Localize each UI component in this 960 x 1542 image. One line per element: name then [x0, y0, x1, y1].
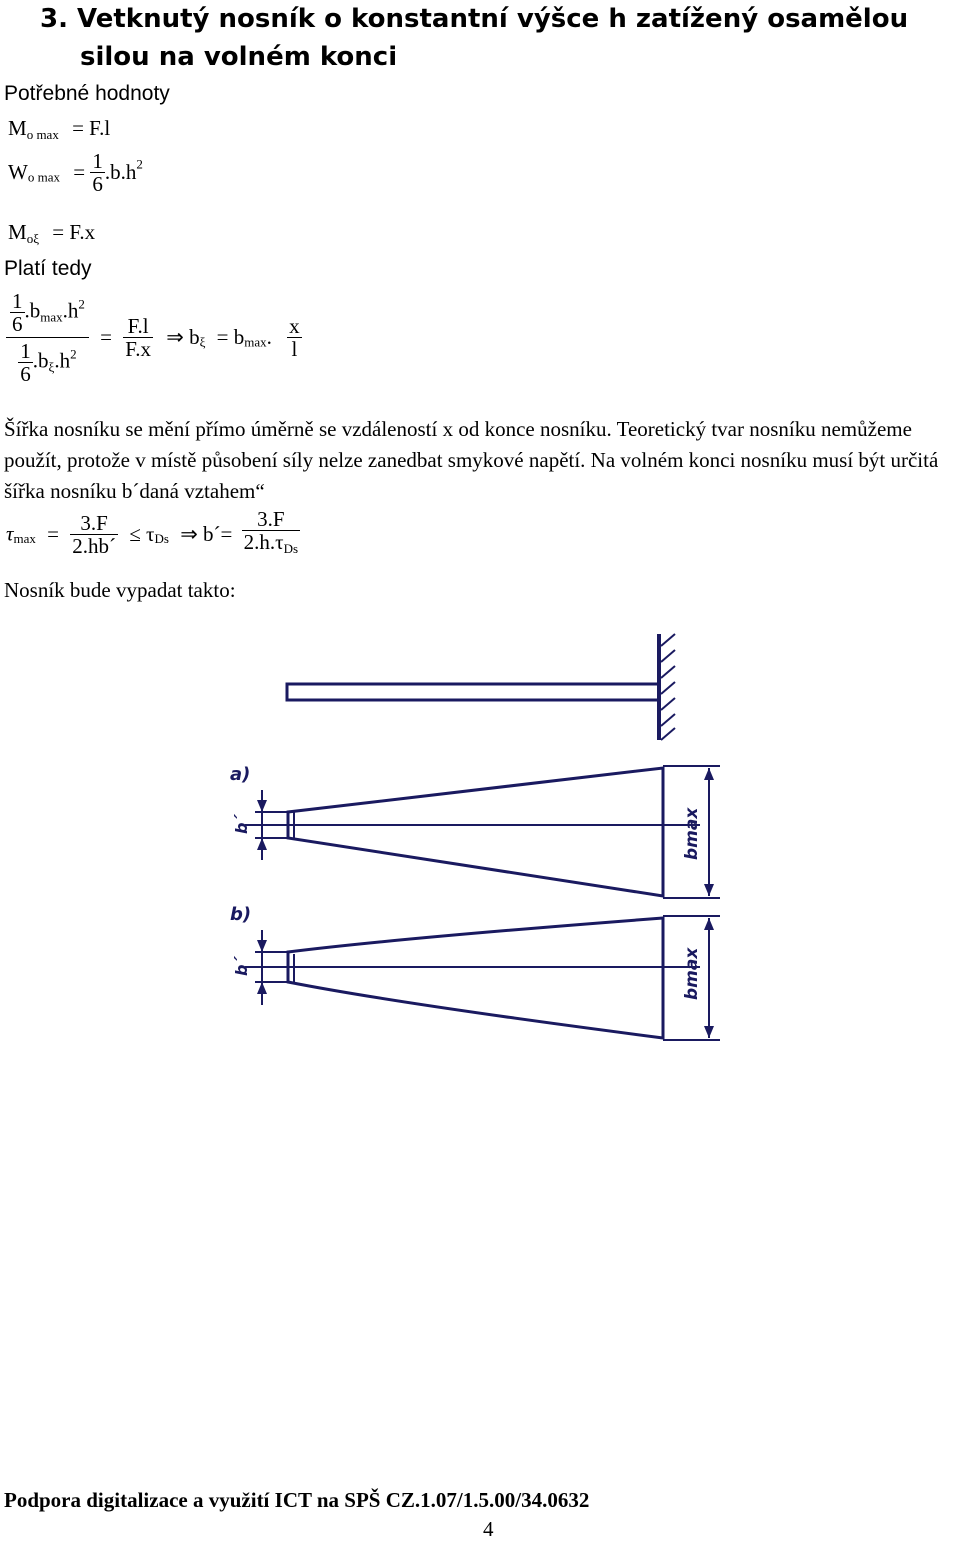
wall-hatching [661, 634, 675, 740]
fraction-one-sixth: $\frac{1}{6}$ [92, 149, 103, 196]
label-bmax-b: bmax [682, 947, 702, 1000]
body-paragraph: Šířka nosníku se mění přímo úměrně se vzdáleností x od konce nosníku. Teoretický tvar nosníku nemůžeme použít, protože v místě působení síly nelze zanedbat smykové napětí. Na volném konci nosníku musí být určitá šířka nosníku b´daná vztahem“ [4, 417, 939, 503]
formula-section-modulus: $W_{o max}$ = $\frac{1}{6}$ $.b.h^2$ [8, 149, 143, 196]
heading-line-2: silou na volném konci [80, 42, 398, 72]
section-heading [40, 0, 950, 76]
formula-shear: $\tau_{max}$ = $\frac{3.F}{2.hb´}$ ≤ $\tau_{Ds}$ ⇒ b´= $\frac{3.F}{2.h.\tau_{Ds}}$ [6, 507, 299, 558]
label-a: a) [230, 764, 251, 785]
label-bprime-a: b´ [232, 814, 251, 834]
label-bprime-b: b´ [232, 956, 251, 976]
beam-figure [0, 620, 960, 1060]
label-bmax-a: bmax [682, 807, 702, 860]
beam-shape-b [288, 918, 663, 1038]
formula-moment-xi: $M_{o\xi} = F.x$ [8, 220, 96, 246]
formula-moment-max: $M_{o max} = F.l$ [8, 116, 111, 142]
ratio-fraction: $\frac{1}{6}$ $.b_{max}.h^2$ $\frac{1}{6}$ $.b_\xi.h^2$ [6, 290, 89, 385]
formula-ratio: $\frac{1}{6}$ $.b_{max}.h^2$ $\frac{1}{6}$ $.b_\xi.h^2$ = $\frac{F.l}{F.x}$ ⇒ $b_\xi = b_{max}$. $\frac{x}{l}$ [6, 290, 302, 385]
footer-project: Podpora digitalizace a využití ICT na SPŠ CZ.1.07/1.5.00/34.0632 [4, 1488, 590, 1512]
label-b: b) [230, 904, 252, 925]
needed-values-label: Potřebné hodnoty [4, 82, 170, 105]
then-label: Platí tedy [4, 257, 92, 280]
heading-line-1: 3. Vetknutý nosník o konstantní výšce h zatížený osamělou [40, 4, 909, 34]
shape-label: Nosník bude vypadat takto: [4, 578, 236, 602]
beam-side-view [287, 684, 659, 700]
page-number: 4 [483, 1517, 494, 1541]
beam-shape-a [288, 768, 663, 896]
